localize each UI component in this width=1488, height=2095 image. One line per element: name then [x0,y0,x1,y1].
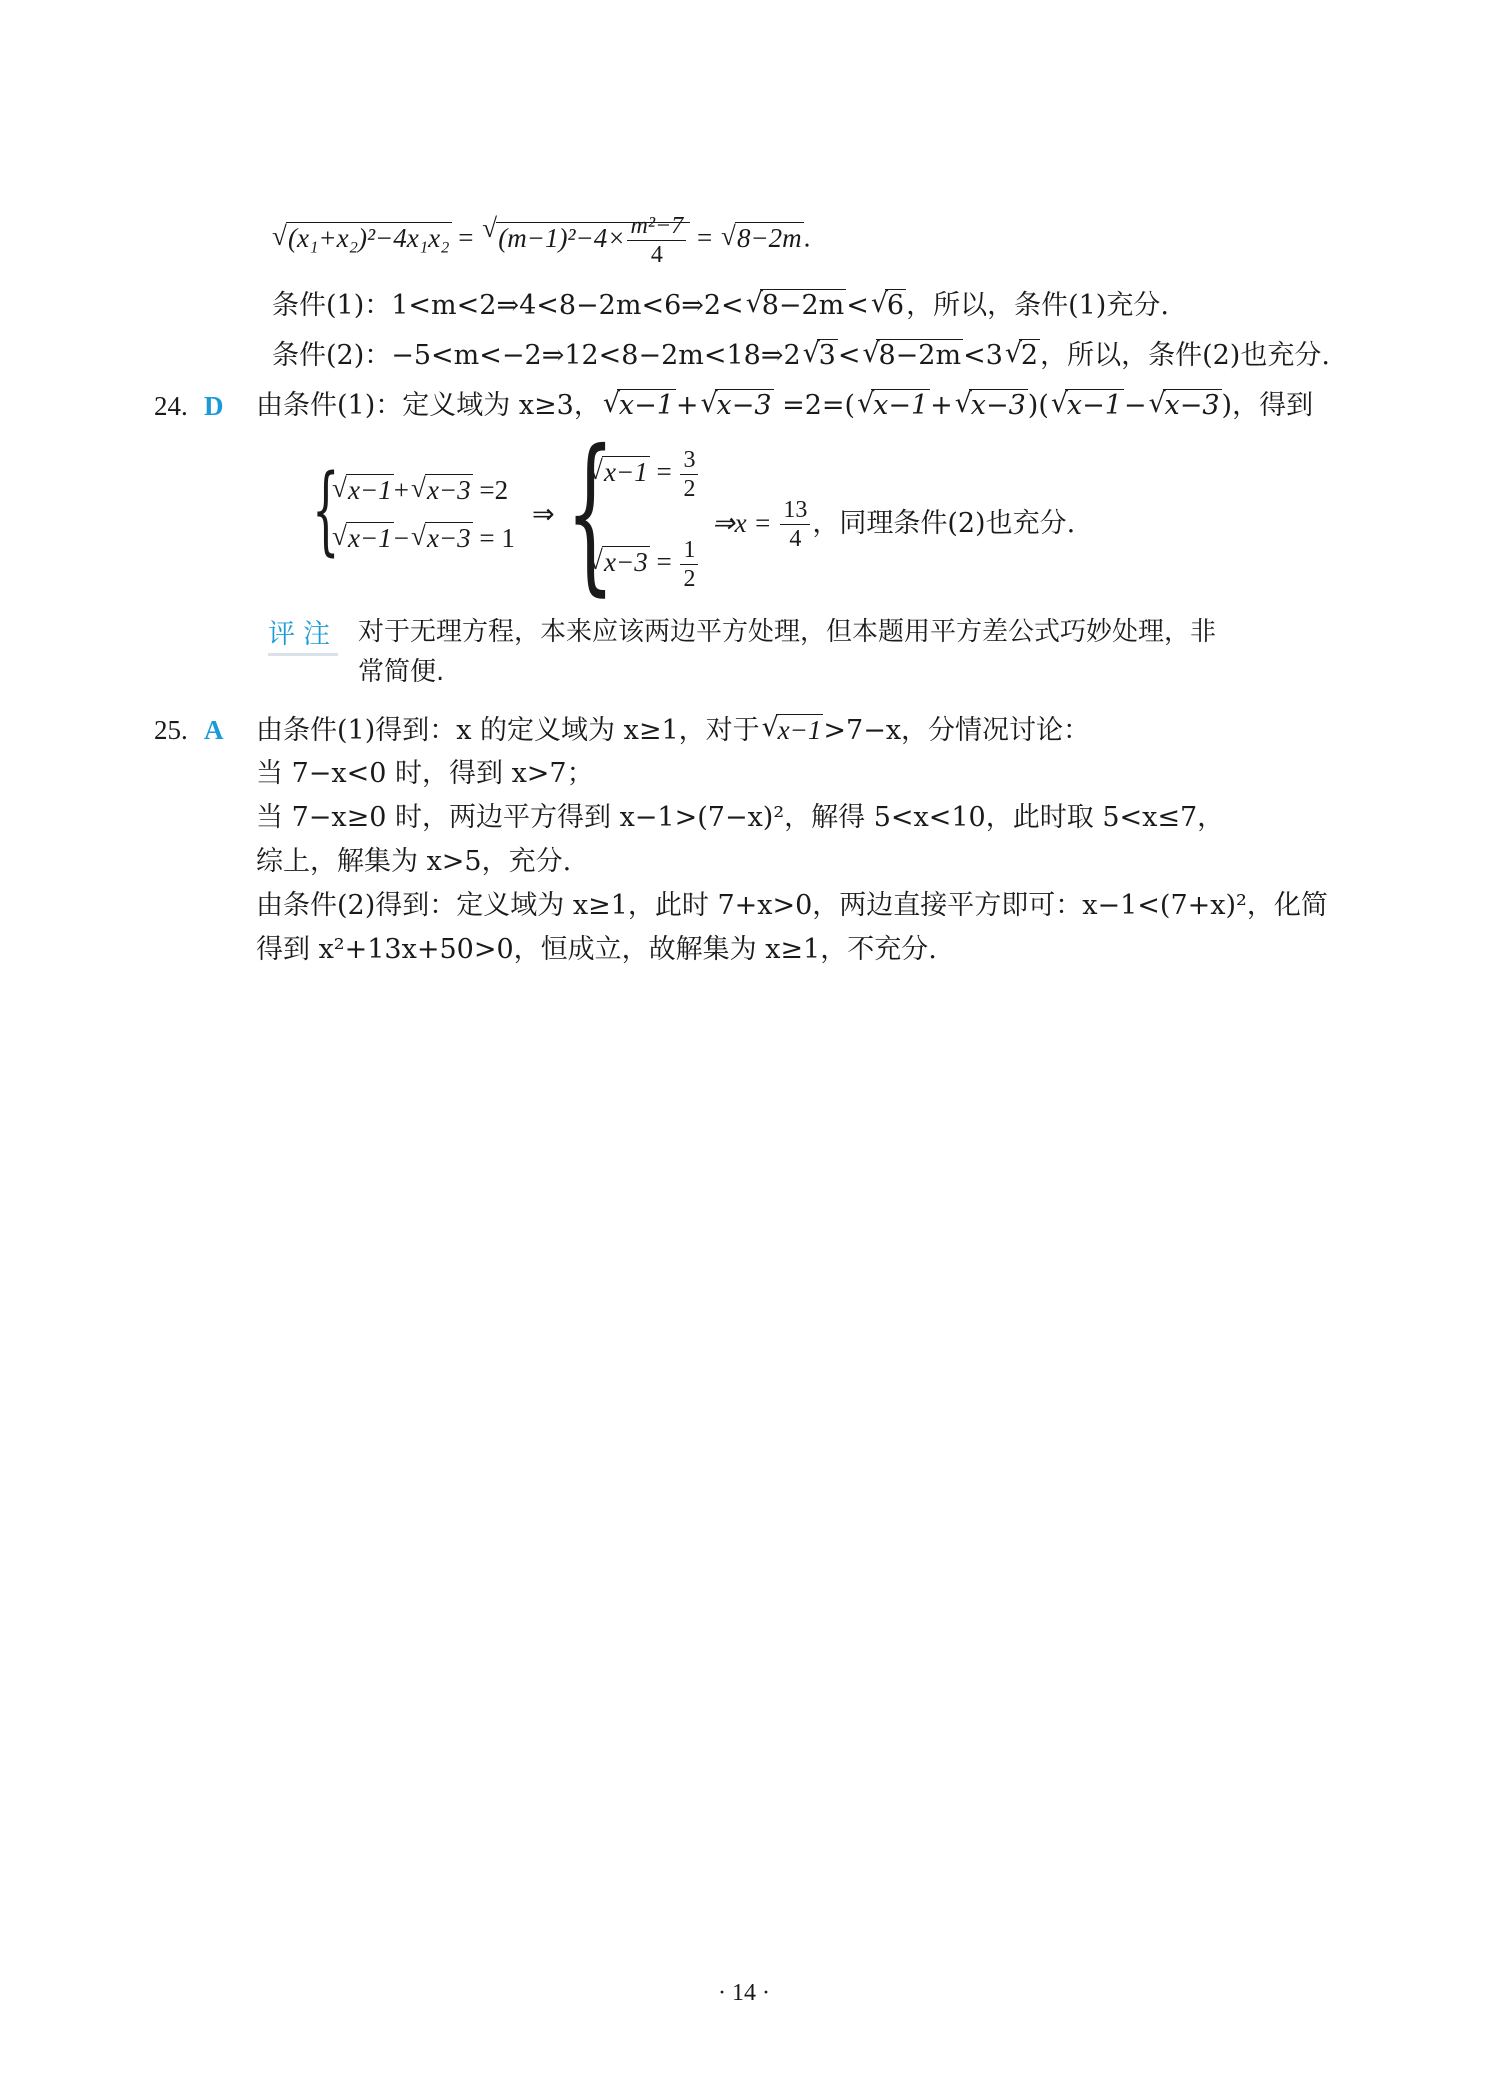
q25-line-4: 综上，解集为 x>5，充分. [256,846,572,877]
sqrt-expression: √ x−1 [762,712,824,749]
sqrt-expression: √ (m−1)²−4× $\frac{\text{m²−7}}{4}$ [482,212,690,269]
formula-line-1: √ (x₁+x₂)²−4x₁x₂ = √ (m−1)²−4× $\frac{\text{m²−7}}{4}$ = √ 8−2m. [270,212,810,269]
sqrt-expression: √ x−1 [857,388,930,424]
q25-line-1: 由条件(1)得到：x 的定义域为 x≥1，对于√ x−1>7−x，分情况讨论： [256,712,1090,749]
answer-choice: D [204,391,224,421]
left-brace: { [312,454,340,566]
q25-line-5: 由条件(2)得到：定义域为 x≥1，此时 7+x>0，两边直接平方即可：x−1<(7+x)²，化简 [256,890,1328,921]
fraction: $\frac{1}{2}$ [680,536,698,593]
question-number: 25. [154,715,188,745]
sqrt-expression: √ x−3 [955,388,1028,424]
sqrt-expression: √ x−3 [701,388,774,424]
question-number: 24. [154,391,188,421]
sqrt-expression: √ 6 [871,288,906,324]
fraction: $\frac{\text{m²−7}}{4}$ [627,212,686,269]
sqrt-expression: √ 8−2m [721,220,804,256]
q25-line-6: 得到 x²+13x+50>0，恒成立，故解集为 x≥1，不充分. [256,934,937,965]
solution-x: ⇒x = $\frac{13}{4}$ ，同理条件(2)也充分. [712,497,1076,552]
sqrt-expression: √ 8−2m [862,338,963,374]
system-eq-2: √ x−1−√ x−3 = 1 [330,520,515,556]
sqrt-expression: √ x−3 [411,520,473,556]
answer-choice: A [204,715,224,745]
note-label: 评注 [268,612,338,656]
sqrt-expression: √ 3 [803,338,838,374]
left-brace: { [566,414,615,612]
sqrt-expression: √ x−1 [603,388,676,424]
page-number: · 14 · [718,1980,770,2006]
result-eq-2: √ x−3 = $\frac{1}{2}$ [586,536,700,593]
q25-line-2: 当 7−x<0 时，得到 x>7； [256,758,594,789]
condition-1-line: 条件(1)：1<m<2⇒4<8−2m<6⇒2<√ 8−2m<√ 6，所以，条件(1)充分. [272,288,1169,324]
sqrt-expression: √ (x₁+x₂)²−4x₁x₂ [272,220,452,256]
note-text: 对于无理方程，本来应该两边平方处理，但本题用平方差公式巧妙处理，非 常简便. [358,617,1217,687]
sqrt-expression: √ 8−2m [746,288,847,324]
q24-line-1: 由条件(1)：定义域为 x≥3，√ x−1+√ x−3 =2=(√ x−1+√ x−3)(√ x−1−√ x−3)，得到 [256,388,1313,424]
system-eq-1: √ x−1+√ x−3 =2 [330,472,508,508]
q25-line-3: 当 7−x≥0 时，两边平方得到 x−1>(7−x)²，解得 5<x<10，此时取 5<x≤7， [256,802,1225,833]
sqrt-expression: √ x−3 [411,472,473,508]
sqrt-expression: √ x−1 [332,520,394,556]
fraction: $\frac{13}{4}$ [780,496,810,553]
sqrt-expression: √ x−1 [588,454,650,490]
sqrt-expression: √ x−1 [1051,388,1124,424]
sqrt-expression: √ 2 [1005,338,1040,374]
condition-2-line: 条件(2)：−5<m<−2⇒12<8−2m<18⇒2√ 3<√ 8−2m<3√ 2，所以，条件(2)也充分. [272,338,1330,374]
sqrt-expression: √ x−1 [332,472,394,508]
result-eq-1: √ x−1 = $\frac{3}{2}$ [586,446,700,503]
fraction: $\frac{3}{2}$ [680,446,698,503]
sqrt-expression: √ x−3 [588,544,650,580]
implies-arrow: ⇒ [532,499,555,529]
sqrt-expression: √ x−3 [1149,388,1222,424]
